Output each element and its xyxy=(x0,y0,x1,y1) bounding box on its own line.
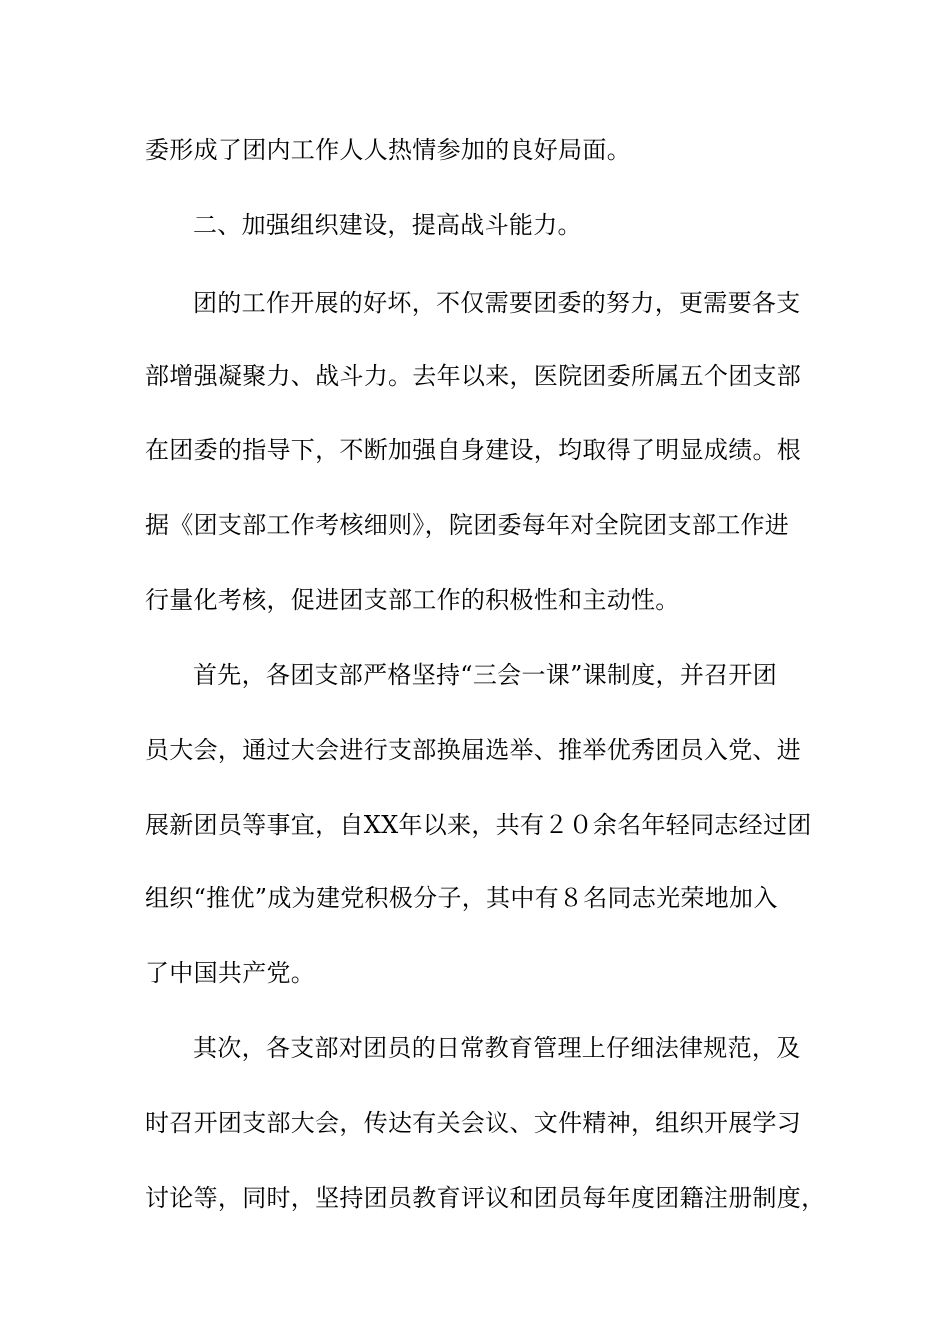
paragraph-line: 了中国共产党。 xyxy=(145,959,316,987)
section-heading: 二、加强组织建设，提高战斗能力。 xyxy=(193,211,582,239)
paragraph-line: 展新团员等事宜，自XX年以来，共有２０余名年轻同志经过团 xyxy=(145,811,812,839)
paragraph-line: 团的工作开展的好坏，不仅需要团委的努力，更需要各支 xyxy=(193,289,801,317)
paragraph-line: 组织“推优”成为建党积极分子，其中有８名同志光荣地加入 xyxy=(145,884,778,912)
paragraph-line: 首先，各团支部严格坚持“三会一课”课制度，并召开团 xyxy=(193,661,778,689)
paragraph-line: 委形成了团内工作人人热情参加的良好局面。 xyxy=(145,136,631,164)
paragraph-line: 员大会，通过大会进行支部换届选举、推举优秀团员入党、进 xyxy=(145,736,802,764)
paragraph-line: 在团委的指导下，不断加强自身建设，均取得了明显成绩。根 xyxy=(145,436,802,464)
paragraph-line: 讨论等，同时，坚持团员教育评议和团员每年度团籍注册制度， xyxy=(145,1184,826,1212)
paragraph-line: 据《团支部工作考核细则》，院团委每年对全院团支部工作进 xyxy=(145,511,790,539)
paragraph-line: 其次，各支部对团员的日常教育管理上仔细法律规范，及 xyxy=(193,1034,801,1062)
paragraph-line: 时召开团支部大会，传达有关会议、文件精神，组织开展学习 xyxy=(145,1109,802,1137)
paragraph-line: 行量化考核，促进团支部工作的积极性和主动性。 xyxy=(145,586,680,614)
paragraph-line: 部增强凝聚力、战斗力。去年以来，医院团委所属五个团支部 xyxy=(145,362,802,390)
